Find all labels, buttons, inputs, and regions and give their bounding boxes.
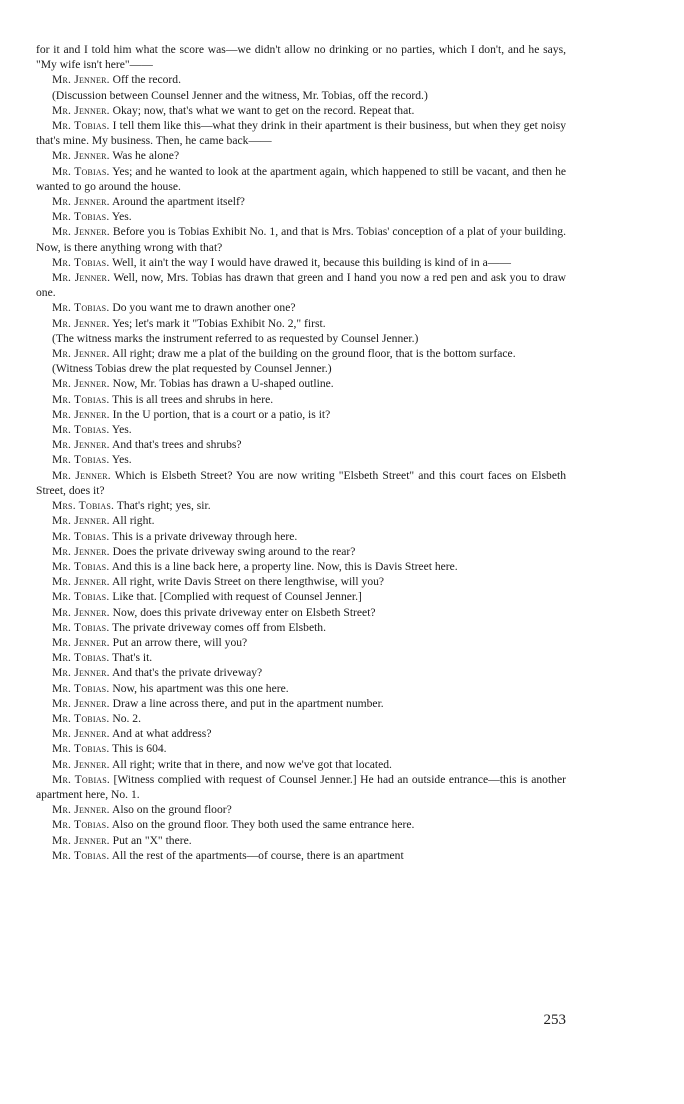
- speaker-name: Mr. Jenner.: [52, 696, 110, 710]
- transcript-paragraph: [36, 498, 566, 513]
- speaker-name: Mr. Tobias.: [52, 742, 110, 756]
- speaker-name: Mr. Tobias.: [52, 119, 110, 133]
- transcript-paragraph: [36, 164, 566, 194]
- paragraph-text: Like that. [Complied with request of Counsel Jenner.]: [112, 590, 362, 604]
- speaker-name: Mr. Jenner.: [52, 803, 110, 817]
- paragraph-text: Do you want me to drawn another one?: [112, 301, 296, 315]
- transcript-paragraph: [36, 331, 566, 346]
- paragraph-text: (Witness Tobias drew the plat requested by Counsel Jenner.): [52, 362, 332, 376]
- speaker-name: Mr. Jenner.: [52, 347, 110, 361]
- transcript-paragraph: [36, 817, 566, 832]
- speaker-name: Mr. Jenner.: [52, 544, 110, 558]
- transcript-paragraph: [36, 848, 566, 863]
- speaker-name: Mr. Tobias.: [52, 453, 110, 467]
- speaker-name: Mr. Tobias.: [52, 848, 110, 862]
- speaker-name: Mr. Jenner.: [52, 514, 110, 528]
- transcript-paragraph: [36, 726, 566, 741]
- transcript-paragraph: [36, 392, 566, 407]
- transcript-text: [36, 42, 566, 863]
- speaker-name: Mr. Tobias.: [52, 620, 110, 634]
- speaker-name: Mr. Tobias.: [52, 301, 110, 315]
- speaker-name: Mr. Tobias.: [52, 423, 110, 437]
- transcript-paragraph: [36, 270, 566, 300]
- paragraph-text: Off the record.: [112, 73, 181, 87]
- paragraph-text: [Witness complied with request of Counsel Jenner.] He had an outside entrance—this is another apartment here, No. 1.: [36, 772, 566, 801]
- paragraph-text: Was he alone?: [112, 149, 180, 163]
- paragraph-text: Yes; let's mark it "Tobias Exhibit No. 2," first.: [112, 316, 326, 330]
- transcript-paragraph: [36, 574, 566, 589]
- paragraph-text: Also on the ground floor. They both used the same entrance here.: [111, 818, 415, 832]
- transcript-paragraph: [36, 88, 566, 103]
- paragraph-text: Yes; and he wanted to look at the apartment again, which happened to still be vacant, and then he wanted to go around the house.: [36, 164, 567, 193]
- paragraph-text: Well, it ain't the way I would have drawed it, because this building is kind of in a——: [112, 255, 511, 269]
- speaker-name: Mr. Jenner.: [52, 271, 111, 285]
- transcript-paragraph: [36, 209, 566, 224]
- paragraph-text: And that's the private driveway?: [111, 666, 263, 680]
- paragraph-text: (Discussion between Counsel Jenner and the witness, Mr. Tobias, off the record.): [52, 88, 428, 102]
- transcript-paragraph: [36, 118, 566, 148]
- transcript-paragraph: [36, 757, 566, 772]
- transcript-paragraph: [36, 361, 566, 376]
- speaker-name: Mr. Jenner.: [52, 377, 110, 391]
- paragraph-text: This is all trees and shrubs in here.: [112, 392, 274, 406]
- speaker-name: Mr. Tobias.: [52, 590, 110, 604]
- speaker-name: Mr. Tobias.: [52, 818, 110, 832]
- speaker-name: Mr. Tobias.: [52, 392, 110, 406]
- transcript-paragraph: [36, 194, 566, 209]
- paragraph-text: In the U portion, that is a court or a patio, is it?: [112, 407, 331, 421]
- transcript-paragraph: [36, 589, 566, 604]
- transcript-paragraph: [36, 802, 566, 817]
- transcript-paragraph: [36, 544, 566, 559]
- speaker-name: Mr. Jenner.: [52, 407, 110, 421]
- paragraph-text: All the rest of the apartments—of course, there is an apartment: [111, 848, 404, 862]
- transcript-paragraph: [36, 696, 566, 711]
- transcript-paragraph: [36, 422, 566, 437]
- speaker-name: Mr. Tobias.: [52, 651, 110, 665]
- transcript-paragraph: [36, 605, 566, 620]
- paragraph-text: Yes.: [111, 423, 132, 437]
- page-number: 253: [543, 1012, 566, 1028]
- paragraph-text: I tell them like this—what they drink in their apartment is their business, but when they get noisy that's mine. My business. Then, he came back——: [36, 119, 566, 148]
- speaker-name: Mr. Jenner.: [52, 316, 110, 330]
- speaker-name: Mr. Jenner.: [52, 438, 110, 452]
- speaker-name: Mr. Jenner.: [52, 103, 110, 117]
- paragraph-text: All right; draw me a plat of the building on the ground floor, that is the bottom surface.: [111, 347, 516, 361]
- paragraph-text: This is a private driveway through here.: [112, 529, 298, 543]
- paragraph-text: Does the private driveway swing around to the rear?: [112, 544, 356, 558]
- paragraph-text: And that's trees and shrubs?: [111, 438, 242, 452]
- speaker-name: Mr. Jenner.: [52, 73, 110, 87]
- transcript-paragraph: [36, 452, 566, 467]
- transcript-paragraph: [36, 741, 566, 756]
- paragraph-text: Around the apartment itself?: [111, 195, 245, 209]
- paragraph-text: Now, his apartment was this one here.: [112, 681, 289, 695]
- speaker-name: Mr. Jenner.: [52, 727, 110, 741]
- speaker-name: Mr. Tobias.: [52, 255, 110, 269]
- transcript-paragraph: [36, 711, 566, 726]
- paragraph-text: Which is Elsbeth Street? You are now writing "Elsbeth Street" and this court faces on Elsbeth Street, does it?: [36, 468, 566, 497]
- paragraph-text: Okay; now, that's what we want to get on the record. Repeat that.: [112, 103, 415, 117]
- speaker-name: Mr. Jenner.: [52, 833, 110, 847]
- transcript-paragraph: [36, 513, 566, 528]
- transcript-paragraph: [36, 635, 566, 650]
- paragraph-text: Put an "X" there.: [112, 833, 192, 847]
- transcript-paragraph: [36, 72, 566, 87]
- transcript-paragraph: [36, 681, 566, 696]
- paragraph-text: Put an arrow there, will you?: [112, 635, 248, 649]
- speaker-name: Mr. Jenner.: [52, 468, 111, 482]
- transcript-paragraph: [36, 437, 566, 452]
- paragraph-text: That's it.: [112, 651, 153, 665]
- speaker-name: Mr. Jenner.: [52, 605, 110, 619]
- speaker-name: Mr. Jenner.: [52, 225, 110, 239]
- paragraph-text: This is 604.: [112, 742, 167, 756]
- paragraph-text: Now, Mr. Tobias has drawn a U-shaped outline.: [112, 377, 334, 391]
- speaker-name: Mr. Tobias.: [52, 681, 110, 695]
- speaker-name: Mr. Jenner.: [52, 149, 110, 163]
- speaker-name: Mr. Jenner.: [52, 757, 110, 771]
- paragraph-text: And this is a line back here, a property line. Now, this is Davis Street here.: [111, 559, 458, 573]
- speaker-name: Mr. Tobias.: [52, 711, 110, 725]
- transcript-paragraph: [36, 148, 566, 163]
- transcript-paragraph: [36, 559, 566, 574]
- transcript-paragraph: [36, 42, 566, 72]
- transcript-paragraph: [36, 833, 566, 848]
- speaker-name: Mr. Jenner.: [52, 635, 110, 649]
- paragraph-text: That's right; yes, sir.: [116, 499, 211, 513]
- speaker-name: Mrs. Tobias.: [52, 499, 115, 513]
- speaker-name: Mr. Jenner.: [52, 666, 110, 680]
- speaker-name: Mr. Tobias.: [52, 772, 111, 786]
- transcript-paragraph: [36, 468, 566, 498]
- transcript-paragraph: [36, 255, 566, 270]
- paragraph-text: All right, write Davis Street on there lengthwise, will you?: [111, 575, 385, 589]
- paragraph-text: All right.: [111, 514, 155, 528]
- paragraph-text: And at what address?: [111, 727, 212, 741]
- transcript-paragraph: [36, 316, 566, 331]
- paragraph-text: Before you is Tobias Exhibit No. 1, and that is Mrs. Tobias' conception of a plat of your building. Now, is there anything wrong with that?: [36, 225, 566, 254]
- transcript-paragraph: [36, 346, 566, 361]
- transcript-paragraph: [36, 620, 566, 635]
- speaker-name: Mr. Tobias.: [52, 559, 110, 573]
- speaker-name: Mr. Jenner.: [52, 195, 110, 209]
- transcript-paragraph: [36, 772, 566, 802]
- paragraph-text: Also on the ground floor?: [111, 803, 232, 817]
- paragraph-text: Well, now, Mrs. Tobias has drawn that green and I hand you now a red pen and ask you to draw one.: [36, 271, 566, 300]
- paragraph-text: All right; write that in there, and now we've got that located.: [111, 757, 392, 771]
- paragraph-text: Draw a line across there, and put in the apartment number.: [112, 696, 384, 710]
- transcript-paragraph: [36, 300, 566, 315]
- paragraph-text: Yes.: [111, 210, 132, 224]
- speaker-name: Mr. Tobias.: [52, 164, 110, 178]
- transcript-paragraph: [36, 376, 566, 391]
- transcript-paragraph: [36, 665, 566, 680]
- paragraph-text: No. 2.: [112, 711, 141, 725]
- transcript-paragraph: [36, 224, 566, 254]
- paragraph-text: Now, does this private driveway enter on Elsbeth Street?: [112, 605, 376, 619]
- paragraph-text: for it and I told him what the score was—we didn't allow no drinking or no parties, which I don't, and he says, "My wife isn't here"——: [36, 43, 566, 72]
- transcript-paragraph: [36, 407, 566, 422]
- transcript-paragraph: [36, 529, 566, 544]
- paragraph-text: The private driveway comes off from Elsbeth.: [112, 620, 327, 634]
- speaker-name: Mr. Tobias.: [52, 529, 110, 543]
- speaker-name: Mr. Jenner.: [52, 575, 110, 589]
- paragraph-text: Yes.: [111, 453, 132, 467]
- transcript-paragraph: [36, 650, 566, 665]
- transcript-paragraph: [36, 103, 566, 118]
- paragraph-text: (The witness marks the instrument referred to as requested by Counsel Jenner.): [52, 331, 419, 345]
- speaker-name: Mr. Tobias.: [52, 210, 110, 224]
